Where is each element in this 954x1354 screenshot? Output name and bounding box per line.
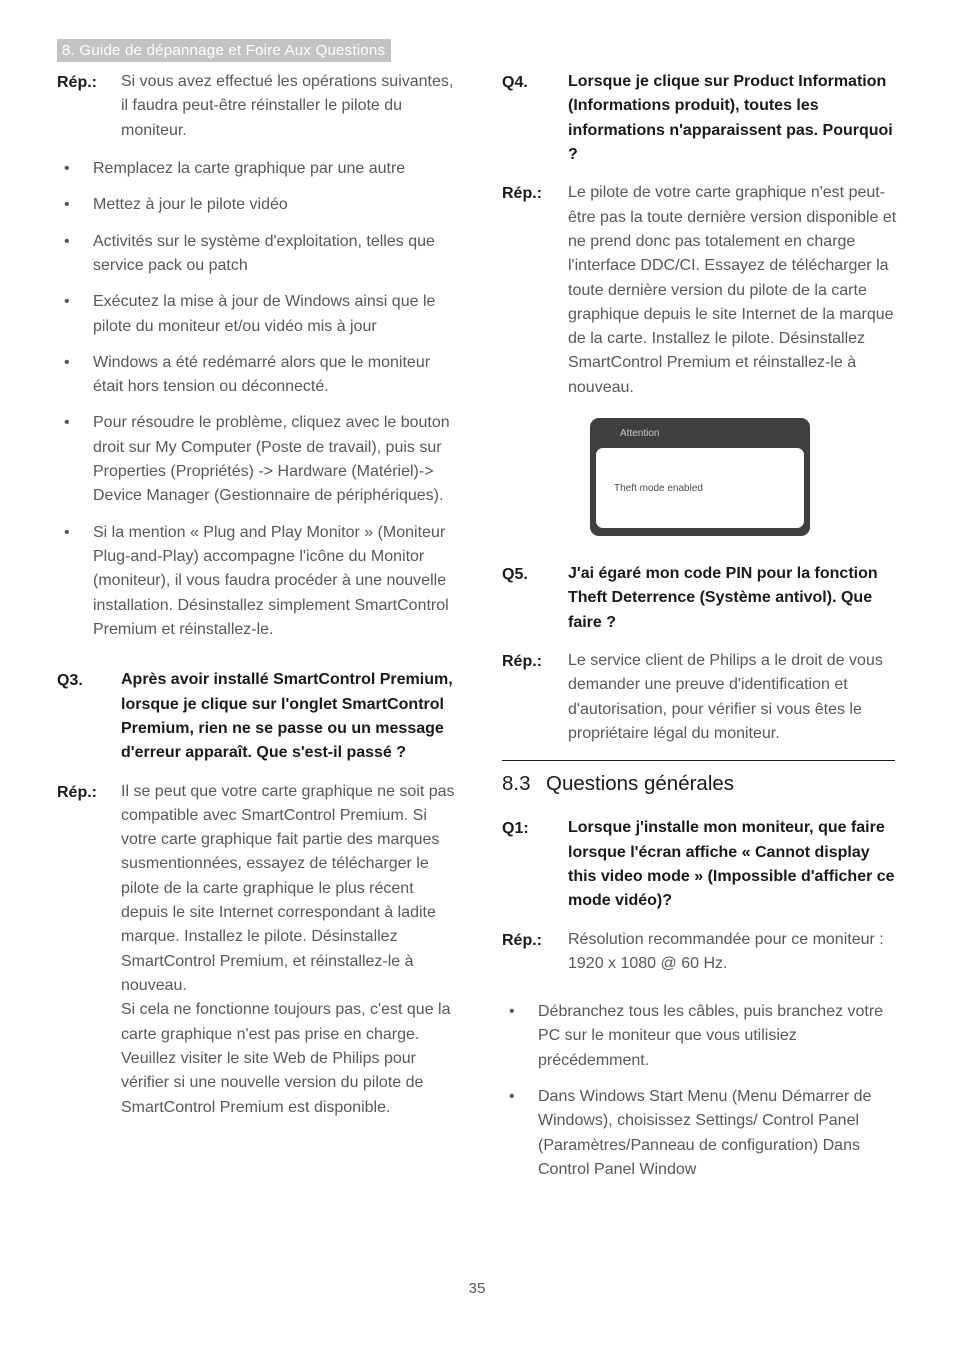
q5-label: Q5. <box>502 566 528 584</box>
q3-answer-paragraph-1: Il se peut que votre carte graphique ne soit pas compatible avec SmartControl Premium. Si votre carte graphique fait partie des marques susmentionnées, essayez de télécharger le pilote de la carte graphique le plus récent depuis le site Internet correspondant à ladite marque. Installez le pilote. Désinstallez SmartControl Premium, et réinstallez-le à nouveau. <box>121 782 455 994</box>
bullet-icon: • <box>64 414 70 432</box>
q4-label: Q4. <box>502 74 528 91</box>
section-heading <box>502 772 898 796</box>
q4-answer-text: Le pilote de votre carte graphique n'est peut-être pas la toute dernière version disponible et ne prend donc pas totalement en charge l'interface DDC/CI. Essayez de télécharger la toute dernière version du pilote de la carte graphique depuis le site Internet de la marque de la carte. Installez le pilote. Désinstallez SmartControl Premium et réinstallez-le à nouveau. <box>568 184 897 396</box>
list-item-text: Activités sur le système d'exploitation, telles que service pack ou patch <box>93 232 435 274</box>
bullet-icon: • <box>64 293 70 311</box>
osd-dialog <box>590 418 810 536</box>
q5-answer-label: Rép.: <box>502 653 542 670</box>
list-item-text: Si la mention « Plug and Play Monitor » (Moniteur Plug-and-Play) accompagne l'icône du Monitor (moniteur), il vous faudra procéder à une nouvelle installation. Désinstallez simplement SmartControl Premium et réinstallez-le. <box>93 523 449 638</box>
section-divider <box>502 760 895 761</box>
q3-answer-text <box>121 780 455 1120</box>
list-item <box>57 290 455 339</box>
q3-label: Q3. <box>57 672 83 690</box>
q3-question-text: Après avoir installé SmartControl Premium, lorsque je clique sur l'onglet SmartControl Premium, rien ne se passe ou un message d'erreur apparaît. Que s'est-il passé ? <box>121 671 453 762</box>
q5-question-text: J'ai égaré mon code PIN pour la fonction Theft Deterrence (Système antivol). Que faire ? <box>568 565 878 631</box>
list-item <box>57 351 455 400</box>
answer-intro-label: Rép.: <box>57 74 97 91</box>
osd-dialog-message: Theft mode enabled <box>614 482 703 494</box>
answer-intro-row <box>57 70 455 143</box>
q5-question-row <box>502 562 898 635</box>
q3-answer-paragraph-2: Si cela ne fonctionne toujours pas, c'est que la carte graphique n'est pas prise en charge. Veuillez visiter le site Web de Philips pour vérifier si une nouvelle version du pilote de SmartControl Premium est disponible. <box>121 1001 451 1116</box>
bullet-icon: • <box>64 159 70 177</box>
list-item-text: Dans Windows Start Menu (Menu Démarrer de Windows), choisissez Settings/ Control Panel (Paramètres/Panneau de configuration) Dans Control Panel Window <box>538 1088 872 1178</box>
bullet-icon: • <box>509 1088 515 1106</box>
list-item <box>57 157 455 181</box>
section-title: Questions générales <box>546 772 735 796</box>
bullet-icon: • <box>509 1003 515 1021</box>
q5-answer-text: Le service client de Philips a le droit de vous demander une preuve d'identification et d'autorisation, pour vérifier si vous êtes le propriétaire légal du moniteur. <box>568 652 883 742</box>
list-item <box>57 230 455 279</box>
q3-answer-row <box>57 780 455 1120</box>
q3-question-row <box>57 668 455 765</box>
bullet-icon: • <box>64 353 70 371</box>
q4-question-text: Lorsque je clique sur Product Information (Informations produit), toutes les informations n'apparaissent pas. Pourquoi ? <box>568 73 893 163</box>
list-item <box>57 411 455 508</box>
q4-answer-label: Rép.: <box>502 185 542 203</box>
section-number: 8.3 <box>502 772 531 796</box>
q1-question-row <box>502 816 898 913</box>
page-number: 35 <box>468 1280 486 1297</box>
osd-figure-wrapper <box>502 418 898 536</box>
osd-dialog-title: Attention <box>620 428 660 440</box>
list-item-text: Mettez à jour le pilote vidéo <box>93 196 288 214</box>
q1-label: Q1: <box>502 820 529 838</box>
right-column <box>502 70 898 1194</box>
q1-answer-row <box>502 928 898 977</box>
spacer <box>502 990 898 1000</box>
left-bullet-list <box>57 157 455 642</box>
list-item-text: Windows a été redémarré alors que le moniteur était hors tension ou déconnecté. <box>93 353 431 396</box>
list-item <box>502 1085 898 1182</box>
bullet-icon: • <box>64 196 70 214</box>
q3-answer-label: Rép.: <box>57 783 97 801</box>
q1-answer-label: Rép.: <box>502 931 542 949</box>
bullet-icon: • <box>64 523 70 541</box>
q1-question-text: Lorsque j'installe mon moniteur, que faire lorsque l'écran affiche « Cannot display this video mode » (Impossible d'afficher ce mode vidéo)? <box>568 819 895 910</box>
list-item-text: Remplacez la carte graphique par une autre <box>93 159 406 177</box>
q5-answer-row <box>502 649 898 746</box>
answer-intro-text: Si vous avez effectué les opérations suivantes, il faudra peut-être réinstaller le pilote du moniteur. <box>121 73 454 139</box>
running-header: 8. Guide de dépannage et Foire Aux Questions <box>57 39 391 62</box>
list-item-text: Exécutez la mise à jour de Windows ainsi que le pilote du moniteur et/ou vidéo mis à jour <box>93 293 436 335</box>
list-item <box>57 521 455 643</box>
list-item-text: Pour résoudre le problème, cliquez avec le bouton droit sur My Computer (Poste de travail), puis sur Properties (Propriétés) -> Hardware (Matériel)-> Device Manager (Gestionnaire de périphériques). <box>93 414 450 505</box>
list-item <box>57 193 455 217</box>
q4-answer-row <box>502 181 898 400</box>
q4-question-row <box>502 70 898 167</box>
spacer <box>57 654 455 668</box>
bullet-icon: • <box>64 232 70 250</box>
list-item-text: Débranchez tous les câbles, puis branchez votre PC sur le moniteur que vous utilisiez précédemment. <box>538 1003 884 1069</box>
osd-dialog-panel <box>596 448 804 528</box>
q1-answer-text: Résolution recommandée pour ce moniteur : 1920 x 1080 @ 60 Hz. <box>568 930 884 972</box>
list-item <box>502 1000 898 1073</box>
left-column <box>57 70 455 1134</box>
right-bullet-list <box>502 1000 898 1182</box>
